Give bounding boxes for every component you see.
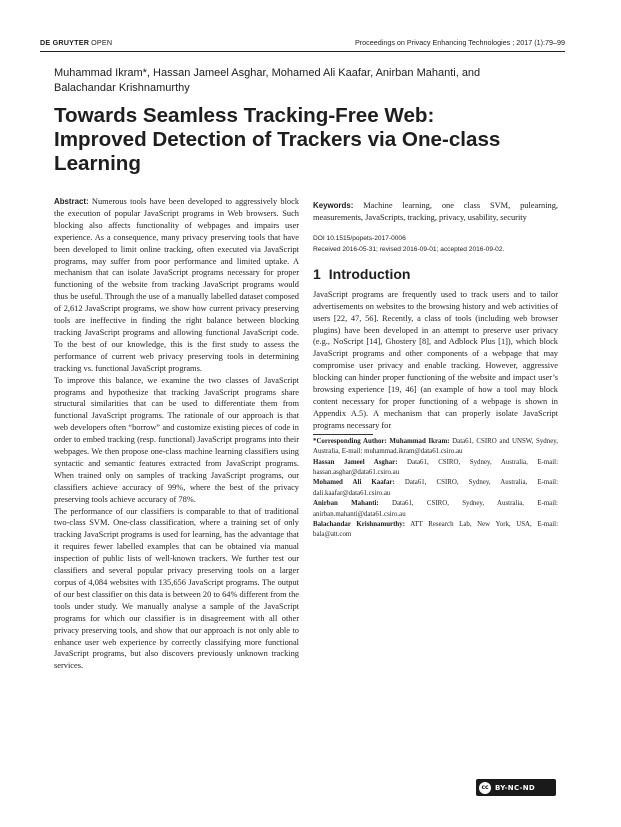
section-number: 1 [313,265,321,282]
footnote-author-affiliation: Data61, CSIRO, Sydney, Australia, E-mail: dali.kaafar@data61.csiro.au [313,479,558,497]
footnotes [313,437,558,541]
section-title: Introduction [328,265,411,282]
footnote-author-name: Mohamed Ali Kaafar: [313,479,395,487]
abstract-paragraph-1 [54,196,299,375]
doi-line: DOI 10.1515/popets-2017-0006 [313,234,406,242]
paper-title: Towards Seamless Tracking-Free Web: Improved Detection of Trackers via One-class Learning [54,104,501,175]
footnote-author [313,437,558,458]
received-dates: Received 2016-05-31; revised 2016-09-01; accepted 2016-09-02. [313,245,505,253]
footnote-author-affiliation: Data61, CSIRO, Sydney, Australia, E-mail: anirban.mahanti@data61.csiro.au [313,500,558,518]
abstract-label: Abstract: [54,197,89,206]
footnote-author-name: Hassan Jameel Asghar: [313,458,398,466]
creative-commons-license-badge[interactable] [476,779,556,796]
keywords-paragraph [313,200,558,224]
footnote-author-name: Anirban Mahanti: [313,500,379,508]
footnote-author [313,520,558,541]
footnote-author-affiliation: ATT Research Lab, New York, USA, E-mail: bala@att.com [313,520,558,539]
footnote-author-affiliation: Data61, CSIRO and UNSW, Sydney, Australia, E-mail: muhammad.ikram@data61.csiro.au [313,437,558,456]
footnote-author-name: Balachandar Krishnamurthy: [313,520,405,528]
running-header [40,38,565,47]
license-label: BY-NC-ND [495,783,536,792]
abstract-paragraph-3: The performance of our classifiers is comparable to that of traditional two-class SVM. One-class classification, where a training set of only tracking JavaScript programs is used for learning, has the advantage that it requires fewer labelled examples that can be obtained via manual inspection of public lists of well-known trackers. We further test our classifiers and several popular privacy preserving tools on a larger corpus of 4,084 websites with 135,656 JavaScript programs. The output of our best classifier on this data is between 20 to 64% different from the tools under study. We manually analyse a sample of the JavaScript programs for which our classifier is in disagreement with all other privacy preserving tools, and show that our approach is not only able to enhance user web experience by correctly classifying more functional JavaScript programs, but also discovers previously unknown tracking services. [54,506,299,671]
footnote-author [313,499,558,520]
abstract-text-1: Numerous tools have been developed to aggressively block the execution of popular JavaScript programs in Web browsers. Such blocking also affects functionality of webpages and impairs user experience. As a consequence, many privacy preserving tools that have been developed to limit online tracking, often executed via JavaScript programs, may suffer from poor performance and limited uptake. A mechanism that can isolate JavaScript programs necessary for proper functioning of the website from tracking JavaScript programs would thus be useful. Through the use of a manually labelled dataset composed of 2,612 JavaScript programs, we show how current privacy preserving tools are ineffective in finding the right balance between blocking tracking JavaScript programs and allowing functional JavaScript code. To the best of our knowledge, this is the first study to assess the performance of current web privacy preserving tools in determining tracking vs. functional JavaScript programs. [54,197,300,373]
journal-citation: Proceedings on Privacy Enhancing Technologies ; 2017 (1):79–99 [354,38,565,47]
publisher-light: OPEN [91,38,113,47]
right-column [313,194,558,541]
keywords-label: Keywords: [313,201,354,210]
introduction-paragraph: JavaScript programs are frequently used to track users and to tailor advertisements on websites to the browsing history and web activities of users [22, 47, 56]. Recently, a class of tools (including web browser plugins) have been developed in an attempt to preserve user privacy (e.g., NoScript [14], Ghostery [8], and Adblock Plus [1]), which block JavaScript programs and other components of a webpage that may compromise user privacy and enable tracking. However, aggressive blocking can hinder proper functioning of the website and impact user’s browsing experience [19, 46] (an example of how a tool may block content necessary for proper functioning of a webpage is shown in Appendix A.5). A mechanism that can properly isolate JavaScript programs necessary for [313,289,558,430]
footnote-author [313,458,558,479]
author-list: Muhammad Ikram*, Hassan Jameel Asghar, Mohamed Ali Kaafar, Anirban Mahanti, and Balachandar Krishnamurthy [54,67,481,94]
footnote-author-affiliation: Data61, CSIRO, Sydney, Australia, E-mail: hassan.asghar@data61.csiro.au [313,458,558,476]
abstract-paragraph-2: To improve this balance, we examine the two classes of JavaScript programs and hypothesize that tracking JavaScript programs share structural similarities that can be used to differentiate them from functional JavaScript programs. The rationale of our approach is that web developers often “borrow” and customize existing pieces of code in order to embed tracking (resp. functional) JavaScript programs into their webpages. We then propose one-class machine learning classifiers using syntactic and semantic features extracted from JavaScript programs. When trained only on samples of tracking JavaScript programs, our classifiers achieve accuracy of 99%, where the best of the privacy preserving tools achieve accuracy of 78%. [54,375,299,504]
publisher-bold: DE GRUYTER [40,38,90,47]
keywords-text: Machine learning, one class SVM, pulearning, measurements, JavaScripts, tracking, privacy, usability, security [313,201,558,222]
creative-commons-icon: cc [479,782,491,794]
header-divider [40,51,565,52]
left-column [54,196,299,672]
section-heading-introduction [313,265,558,283]
footnote-author-name: *Corresponding Author: Muhammad Ikram: [313,437,450,445]
footnote-author [313,478,558,499]
publisher-name [40,38,112,47]
footnote-divider [313,434,373,435]
